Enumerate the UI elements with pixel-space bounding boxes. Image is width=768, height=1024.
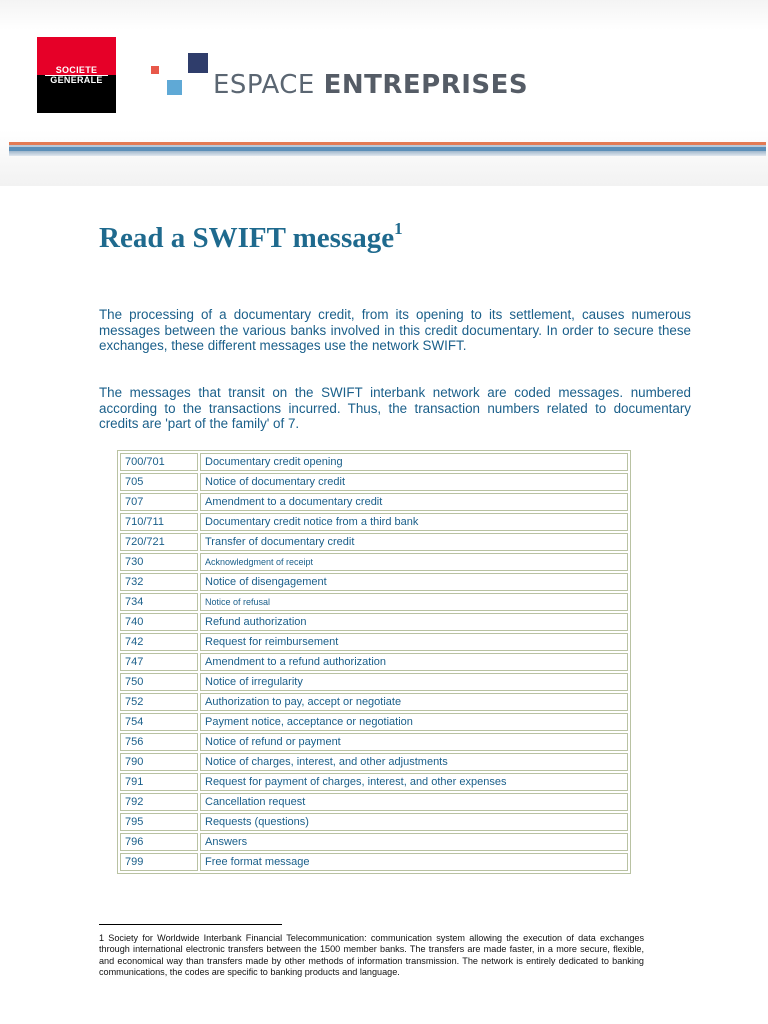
table-row: [120, 813, 628, 831]
table-row: [120, 713, 628, 731]
table-row: [120, 733, 628, 751]
message-label: Notice of charges, interest, and other adjustments: [200, 753, 628, 771]
brand-light: ESPACE: [213, 70, 324, 100]
message-code: 742: [120, 633, 198, 651]
message-code: 705: [120, 473, 198, 491]
message-code: 754: [120, 713, 198, 731]
message-code: 734: [120, 593, 198, 611]
message-label: Free format message: [200, 853, 628, 871]
message-label: Refund authorization: [200, 613, 628, 631]
brand-square-blue-icon: [167, 80, 182, 95]
message-code: 740: [120, 613, 198, 631]
message-label: Amendment to a documentary credit: [200, 493, 628, 511]
table-row: [120, 753, 628, 771]
message-label: Documentary credit notice from a third bank: [200, 513, 628, 531]
table-row: [120, 693, 628, 711]
table-row: [120, 853, 628, 871]
message-code: 730: [120, 553, 198, 571]
message-label: Authorization to pay, accept or negotiate: [200, 693, 628, 711]
message-code: 790: [120, 753, 198, 771]
table-row: [120, 673, 628, 691]
message-label: Notice of refund or payment: [200, 733, 628, 751]
message-label: Notice of refusal: [200, 593, 628, 611]
brand-square-red-icon: [151, 66, 159, 74]
message-label: Request for reimbursement: [200, 633, 628, 651]
swift-codes-table: [117, 450, 631, 874]
table-row: [120, 553, 628, 571]
table-row: [120, 513, 628, 531]
page-title: [99, 219, 403, 255]
header-stripes: [9, 142, 766, 156]
message-code: 752: [120, 693, 198, 711]
message-code: 799: [120, 853, 198, 871]
table-row: [120, 653, 628, 671]
table-row: [120, 793, 628, 811]
footnote: 1 Society for Worldwide Interbank Financial Telecommunication: communication system allowing the execution of data exchanges through international electronic transfers between the 1500 member banks. The transfers are made faster, in a more secure, flexible, and economical way than transfers made by other methods of information transmission. The network is entirely dedicated to banking communications, the codes are specific to banking products and language.: [99, 933, 644, 977]
societe-generale-logo: [37, 37, 116, 113]
message-code: 710/711: [120, 513, 198, 531]
intro-paragraph: The processing of a documentary credit, from its opening to its settlement, causes numerous messages between the various banks involved in this credit documentary. In order to secure these exchanges, these different messages use the network SWIFT.: [99, 307, 691, 354]
title-text: Read a SWIFT message: [99, 222, 395, 254]
table-row: [120, 633, 628, 651]
table-row: [120, 613, 628, 631]
message-label: Notice of disengagement: [200, 573, 628, 591]
message-label: Acknowledgment of receipt: [200, 553, 628, 571]
table-row: [120, 833, 628, 851]
message-label: Notice of irregularity: [200, 673, 628, 691]
table-row: [120, 473, 628, 491]
logo-line1: SOCIETE: [55, 65, 98, 75]
message-label: Payment notice, acceptance or negotiation: [200, 713, 628, 731]
message-label: Answers: [200, 833, 628, 851]
message-code: 700/701: [120, 453, 198, 471]
message-code: 707: [120, 493, 198, 511]
message-code: 792: [120, 793, 198, 811]
title-footnote-ref: 1: [394, 219, 403, 238]
espace-entreprises-wordmark: [213, 70, 528, 100]
message-code: 720/721: [120, 533, 198, 551]
table-row: [120, 773, 628, 791]
message-label: Cancellation request: [200, 793, 628, 811]
table-row: [120, 453, 628, 471]
message-code: 796: [120, 833, 198, 851]
message-label: Notice of documentary credit: [200, 473, 628, 491]
message-code: 732: [120, 573, 198, 591]
brand-bold: ENTREPRISES: [323, 70, 529, 100]
message-label: Request for payment of charges, interest, and other expenses: [200, 773, 628, 791]
footnote-divider: [99, 924, 282, 925]
message-code: 756: [120, 733, 198, 751]
brand-square-navy-icon: [188, 53, 208, 73]
table-row: [120, 593, 628, 611]
message-code: 747: [120, 653, 198, 671]
message-code: 750: [120, 673, 198, 691]
message-code: 791: [120, 773, 198, 791]
page-header: [0, 0, 768, 186]
logo-line2: GENERALE: [50, 75, 103, 85]
table-row: [120, 493, 628, 511]
message-code: 795: [120, 813, 198, 831]
message-label: Documentary credit opening: [200, 453, 628, 471]
table-row: [120, 573, 628, 591]
table-row: [120, 533, 628, 551]
message-label: Amendment to a refund authorization: [200, 653, 628, 671]
message-label: Requests (questions): [200, 813, 628, 831]
codes-paragraph: The messages that transit on the SWIFT interbank network are coded messages. numbered according to the transactions incurred. Thus, the transaction numbers related to documentary credits are 'part of the family' of 7.: [99, 385, 691, 432]
message-label: Transfer of documentary credit: [200, 533, 628, 551]
